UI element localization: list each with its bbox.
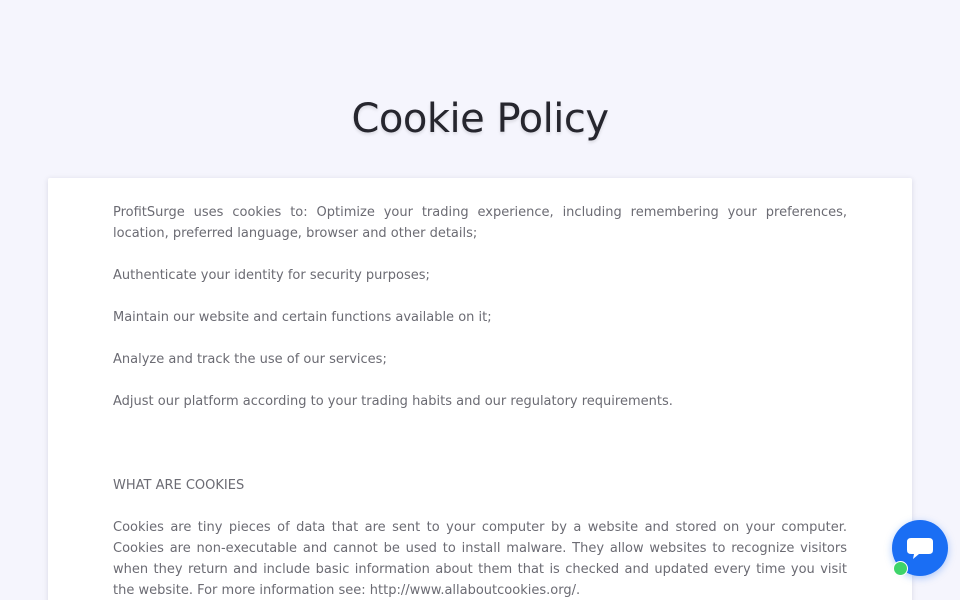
policy-content-card [48, 178, 912, 600]
policy-paragraph: ProfitSurge uses cookies to: Optimize your trading experience, including remembering your preferences, location, preferred language, browser and other details; [113, 205, 847, 241]
page-title: Cookie Policy [351, 96, 609, 142]
policy-paragraph: Maintain our website and certain functions available on it; [113, 310, 492, 325]
chat-bubble-icon [905, 533, 935, 563]
policy-paragraph: Adjust our platform according to your trading habits and our regulatory requirements. [113, 394, 673, 409]
policy-paragraph: Analyze and track the use of our services; [113, 352, 387, 367]
policy-text [113, 202, 847, 600]
online-status-dot [893, 561, 908, 576]
section-paragraph: Cookies are tiny pieces of data that are sent to your computer by a website and stored on your computer. Cookies are non-executable and cannot be used to install malware. They allow websites to recognize visitors when they return and include basic information about them that is checked and updated every time you visit the website. For more information see: http://www.allaboutcookies.org/. [113, 520, 847, 598]
policy-paragraph: Authenticate your identity for security purposes; [113, 268, 430, 283]
section-heading-what-are-cookies: WHAT ARE COOKIES [113, 478, 245, 493]
